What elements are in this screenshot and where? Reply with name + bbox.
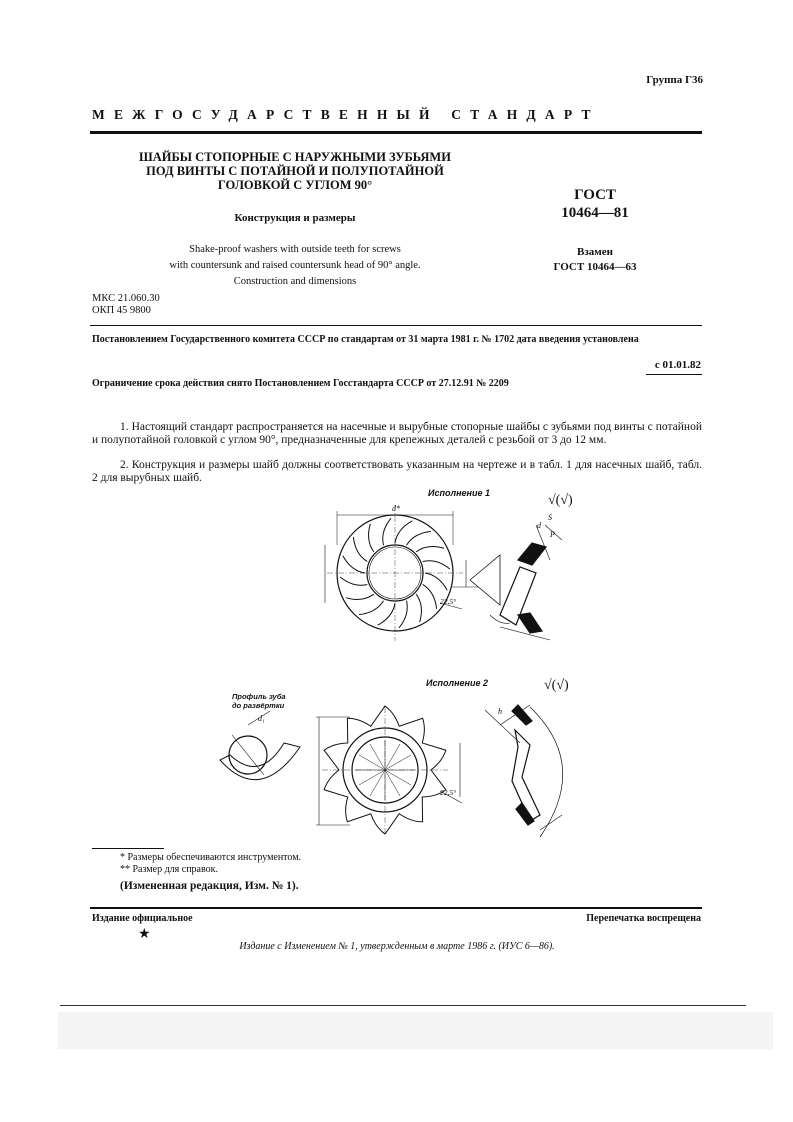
group-code: Группа Г36 <box>646 74 703 86</box>
paragraph-1: 1. Настоящий стандарт распространяется на насечные и вырубные стопорные шайбы с зубьями под винты с потайной и полупотайной головкой с углом 90°, предназначенные для крепежных деталей с резьбой от 3 до 12 мм. <box>92 421 702 446</box>
dim-p: P <box>550 530 555 539</box>
dim-s: S <box>548 513 552 522</box>
amendment-note: (Измененная редакция, Изм. № 1). <box>120 880 299 892</box>
decree-text: Постановлением Государственного комитета СССР по стандартам от 31 марта 1981 г. № 1702 дата введения установлена <box>92 334 639 345</box>
washer-inner-slot <box>385 770 400 796</box>
replaces-standard: Взамен ГОСТ 10464—63 <box>553 246 637 273</box>
washer-tooth <box>353 537 367 561</box>
dim-h: h <box>498 707 502 716</box>
washer-tooth <box>346 594 374 599</box>
roughness-symbol-v2: √(√) <box>544 678 569 693</box>
tooth-profile-label: Профиль зуба до развёртки <box>232 692 286 710</box>
washer-inner-slot <box>370 770 385 796</box>
washer-v2-front <box>316 706 462 834</box>
english-title: Shake-proof washers with outside teeth for screws with countersunk and raised countersunk head of 90° angle. Construction and dimensions <box>169 244 421 287</box>
washer-v2-section <box>485 705 563 837</box>
washer-tooth <box>395 521 412 543</box>
star-icon: ★ <box>138 927 151 942</box>
document-title: ШАЙБЫ СТОПОРНЫЕ С НАРУЖНЫМИ ЗУБЬЯМИ ПОД ВИНТЫ С ПОТАЙНОЙ И ПОЛУПОТАЙНОЙ ГОЛОВКОЙ С УГЛОМ 90° <box>139 150 451 192</box>
dim-d1: d₁ <box>258 714 265 723</box>
official-edition: Издание официальное <box>92 913 193 924</box>
washer-tooth <box>416 594 421 622</box>
page-bottom-rule <box>60 1005 746 1006</box>
washer-tooth <box>425 573 447 590</box>
limit-removed-text: Ограничение срока действия снято Постановлением Госстандарта СССР от 27.12.91 № 2209 <box>92 378 509 389</box>
washer-tooth <box>383 518 391 545</box>
washer-inner-slot <box>385 744 400 770</box>
gost-designation: ГОСТ 10464—81 <box>561 187 629 221</box>
dim-d: d <box>537 521 541 530</box>
reprint-prohibited: Перепечатка воспрещена <box>586 913 701 924</box>
washer-inner-slot <box>385 770 411 785</box>
decree-rule <box>90 325 702 326</box>
washer-inner-slot <box>359 770 385 785</box>
washer-tooth <box>378 603 395 625</box>
washer-tooth <box>343 556 365 573</box>
washer-tooth <box>423 561 450 569</box>
dim-angle-v1: 22,5° <box>440 597 457 606</box>
washer-tooth <box>359 601 383 615</box>
introduction-date: с 01.01.82 <box>654 359 701 371</box>
standard-banner: МЕЖГОСУДАРСТВЕННЫЙ СТАНДАРТ <box>92 107 600 122</box>
header-rule <box>90 131 702 134</box>
washer-inner-slot <box>385 755 411 770</box>
washer-drawing <box>200 485 620 845</box>
washer-tooth <box>416 547 444 552</box>
washer-v1-front <box>325 505 478 641</box>
washer-tooth <box>406 531 430 545</box>
version2-label: Исполнение 2 <box>426 678 488 688</box>
washer-tooth <box>399 601 407 628</box>
date-underline <box>646 374 702 375</box>
edition-note: Издание с Изменением № 1, утвержденным в марте 1986 г. (ИУС 6—86). <box>239 941 555 952</box>
dim-d-star: d* <box>392 504 400 513</box>
document-subtitle: Конструкция и размеры <box>234 212 356 224</box>
washer-v1-section <box>470 525 562 640</box>
footnote-2: ** Размер для справок. <box>120 864 218 875</box>
washer-inner-slot <box>359 755 385 770</box>
footnote-1: * Размеры обеспечиваются инструментом. <box>120 852 302 863</box>
washer-tooth <box>340 577 367 585</box>
paragraph-2: 2. Конструкция и размеры шайб должны соответствовать указанным на чертеже и в табл. 1 для насечных шайб, табл. 2 для вырубных шайб. <box>92 459 702 484</box>
washer-tooth <box>423 584 437 608</box>
page-bottom-band <box>58 1012 773 1049</box>
classification-codes: МКС 21.060.30 ОКП 45 9800 <box>92 293 160 316</box>
washer-inner-slot <box>370 744 385 770</box>
washer-tooth <box>369 524 374 552</box>
footnote-rule <box>92 848 164 849</box>
dim-angle-v2: 22,5° <box>440 788 457 797</box>
version1-label: Исполнение 1 <box>428 488 490 498</box>
footer-rule <box>90 907 702 909</box>
roughness-symbol-v1: √(√) <box>548 493 573 508</box>
